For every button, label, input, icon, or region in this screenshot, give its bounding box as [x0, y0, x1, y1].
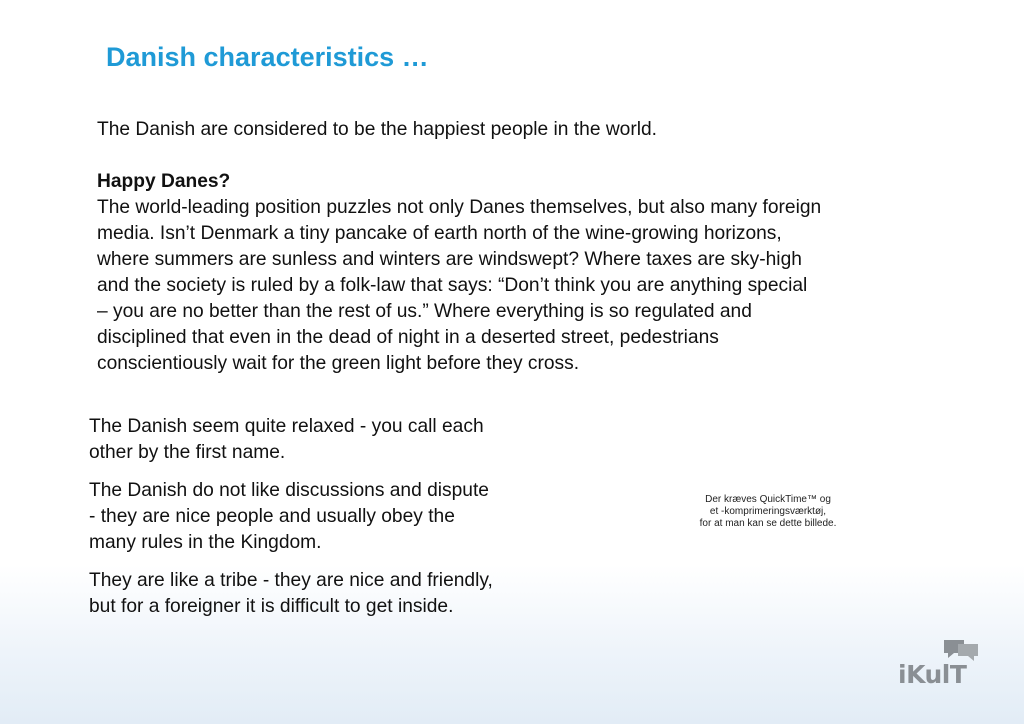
paragraph-line: where summers are sunless and winters are windswept? Where taxes are sky-high: [97, 249, 802, 270]
characteristic-point: [89, 414, 559, 466]
paragraph-line: The world-leading position puzzles not only Danes themselves, but also many foreign: [97, 197, 822, 218]
section-heading: Happy Danes?: [97, 171, 231, 192]
point-line: many rules in the Kingdom.: [89, 532, 322, 553]
point-line: other by the first name.: [89, 442, 286, 463]
page-title: Danish characteristics …: [106, 42, 429, 72]
placeholder-line: for at man kan se dette billede.: [699, 518, 837, 529]
paragraph-line: conscientiously wait for the green light before they cross.: [97, 353, 580, 374]
point-line: They are like a tribe - they are nice and friendly,: [89, 570, 493, 591]
point-line: The Danish seem quite relaxed - you call each: [89, 416, 484, 437]
intro-text: The Danish are considered to be the happiest people in the world.: [97, 119, 657, 140]
characteristics-list: [89, 414, 559, 632]
placeholder-line: et -komprimeringsværktøj,: [709, 506, 827, 517]
ikult-logo: [898, 636, 982, 690]
logo-wordmark: iKulT: [898, 660, 967, 689]
point-line: but for a foreigner it is difficult to get inside.: [89, 596, 454, 617]
characteristic-point: [89, 568, 559, 620]
paragraph-line: and the society is ruled by a folk-law that says: “Don’t think you are anything special: [97, 275, 808, 296]
paragraph-line: media. Isn’t Denmark a tiny pancake of earth north of the wine-growing horizons,: [97, 223, 782, 244]
point-line: - they are nice people and usually obey the: [89, 506, 455, 527]
characteristic-point: [89, 478, 559, 556]
quicktime-placeholder: [668, 494, 868, 530]
happy-danes-section: [97, 169, 947, 377]
paragraph-line: disciplined that even in the dead of night in a deserted street, pedestrians: [97, 327, 719, 348]
placeholder-line: Der kræves QuickTime™ og: [705, 494, 831, 505]
point-line: The Danish do not like discussions and dispute: [89, 480, 489, 501]
paragraph-line: – you are no better than the rest of us.” Where everything is so regulated and: [97, 301, 752, 322]
